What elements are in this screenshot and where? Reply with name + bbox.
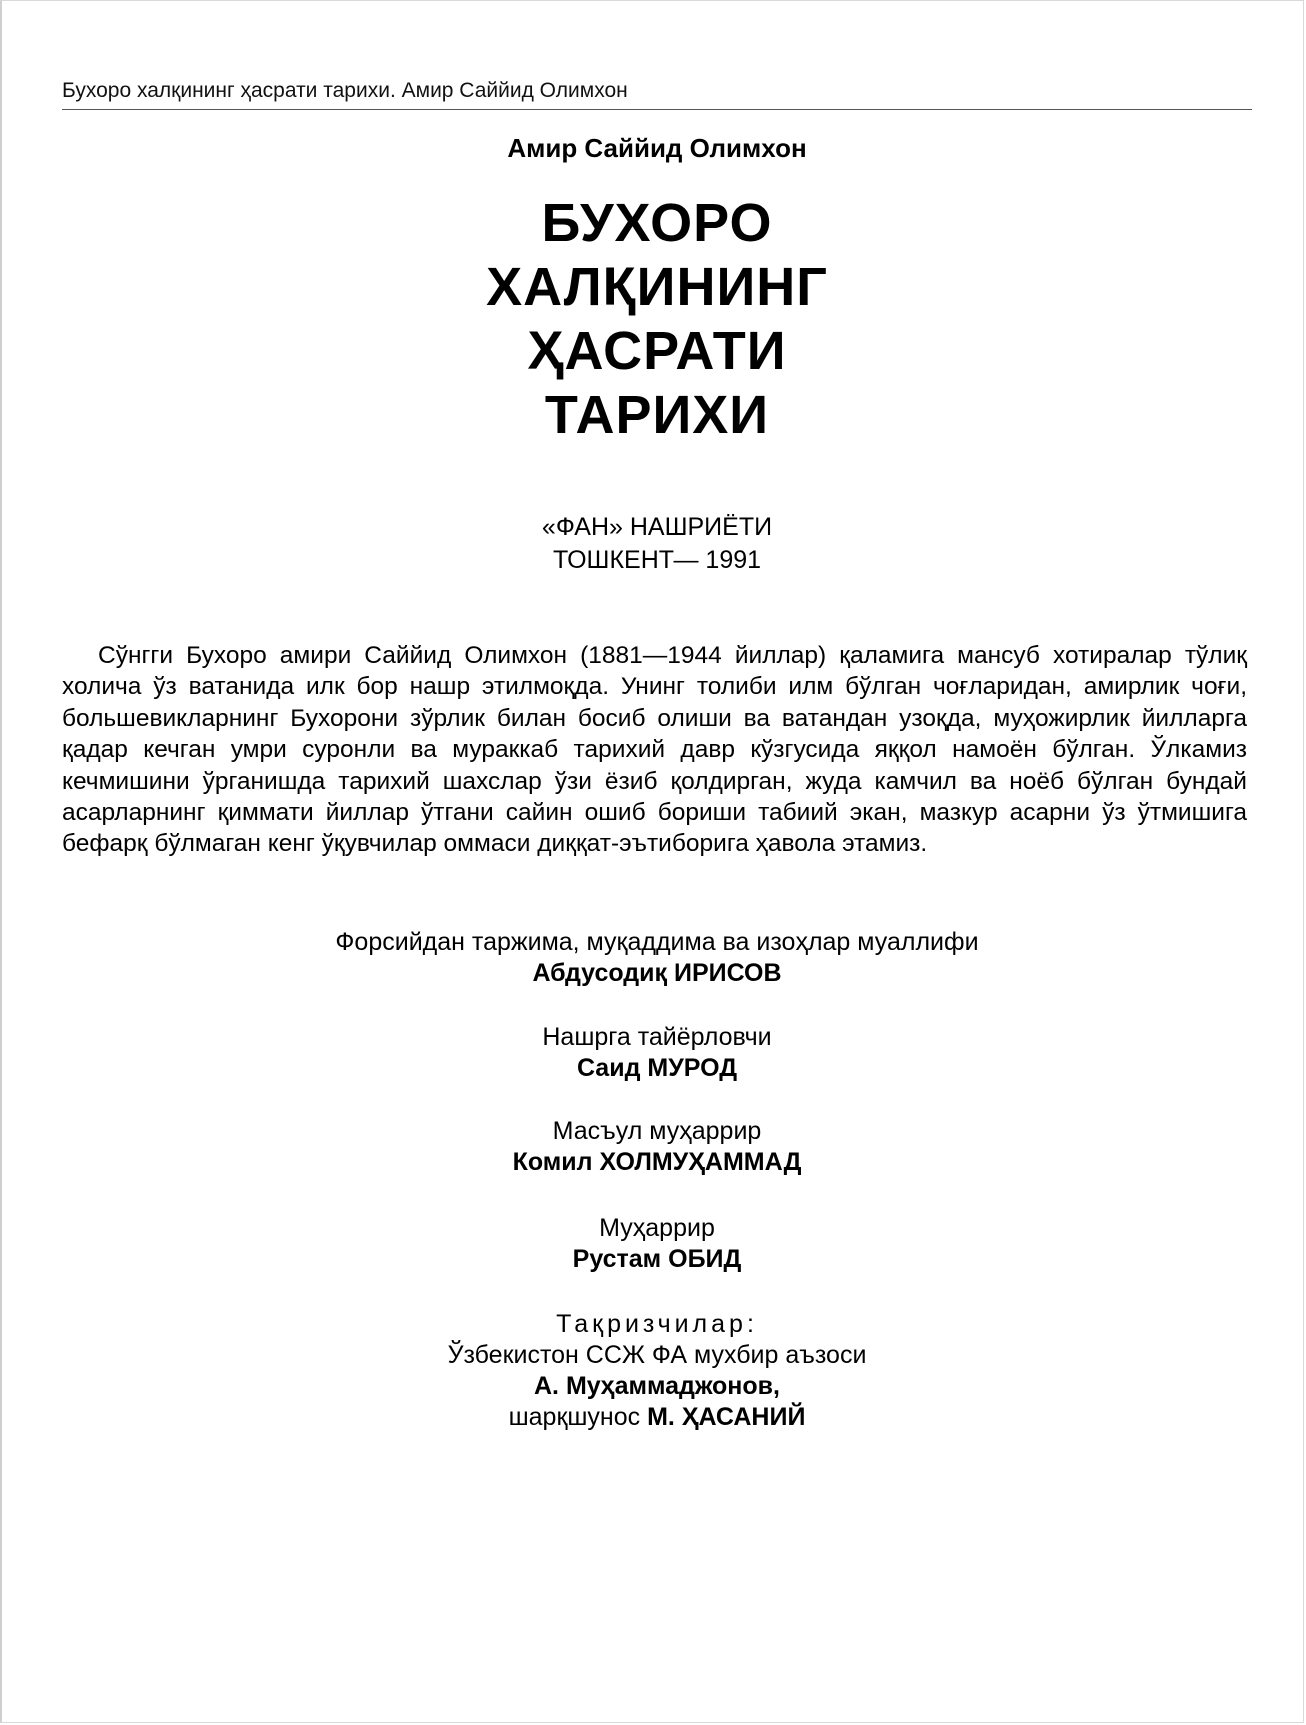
reviewers-heading: Тақризчилар: — [556, 1310, 758, 1338]
credit-chief-editor — [62, 1116, 1252, 1178]
title-line: ТАРИХИ — [544, 385, 770, 445]
credit-editor — [62, 1213, 1252, 1275]
credit-role: Масъул муҳаррир — [552, 1117, 762, 1145]
author-name: Амир Саййид Олимхон — [507, 133, 807, 163]
publisher-city-year: ТОШКЕНТ— 1991 — [552, 546, 762, 574]
credit-preparer — [62, 1022, 1252, 1084]
title-line: ХАЛҚИНИНГ — [486, 257, 828, 317]
reviewer-name: А. Муҳаммаджонов, — [534, 1372, 780, 1400]
reviewer-name: М. ҲАСАНИЙ — [647, 1403, 806, 1431]
title-line: ҲАСРАТИ — [527, 321, 787, 381]
book-title — [62, 191, 1252, 447]
reviewer-line — [62, 1402, 1252, 1433]
credit-name: Саид МУРОД — [576, 1054, 738, 1082]
abstract-paragraph: Сўнгги Бухоро амири Саййид Олимхон (1881—1944 йиллар) қаламига мансуб хотиралар тўлиқ холича ўз ватанида илк бор нашр этилмоқда. Унинг толиби илм бўлган чоғларидан, амирлик чоғи, большевикларнинг Бухорони зўрлик билан босиб олиши ва ватандан узоқда, муҳожирлик йилларга қадар кечган умри суронли ва мураккаб тарихий давр кўзгусида яққол намоён бўлган. Ўлкамиз кечмишини ўрганишда тарихий шахслар ўзи ёзиб қолдирган, жуда камчил ва ноёб бўлган бундай асарларнинг қиммати йиллар ўтгани сайин ошиб бориши табиий экан, мазкур асарни ўз ўтмишига бефарқ бўлмаган кенг ўқувчилар оммаси диққат-эътиборига ҳавола этамиз. — [62, 642, 1247, 858]
reviewers-block — [62, 1309, 1252, 1433]
running-header: Бухоро халқининг ҳасрати тарихи. Амир Саййид Олимхон — [62, 79, 1252, 110]
credit-role: Муҳаррир — [599, 1214, 715, 1242]
title-line: БУХОРО — [541, 193, 773, 253]
credit-name: Комил ХОЛМУҲАММАД — [512, 1148, 802, 1176]
reviewer-affiliation: Ўзбекистон ССЖ ФА мухбир аъзоси — [447, 1341, 867, 1369]
credit-name: Абдусодиқ ИРИСОВ — [532, 959, 782, 987]
credit-role: Нашрга тайёрловчи — [542, 1023, 772, 1051]
credit-name: Рустам ОБИД — [572, 1245, 742, 1273]
publisher-block — [62, 511, 1252, 577]
credit-translator — [62, 927, 1252, 989]
reviewer-title: шарқшунос — [508, 1403, 641, 1431]
credit-role: Форсийдан таржима, муқаддима ва изоҳлар муаллифи — [335, 928, 979, 956]
publisher-name: «ФАН» НАШРИЁТИ — [541, 513, 773, 541]
